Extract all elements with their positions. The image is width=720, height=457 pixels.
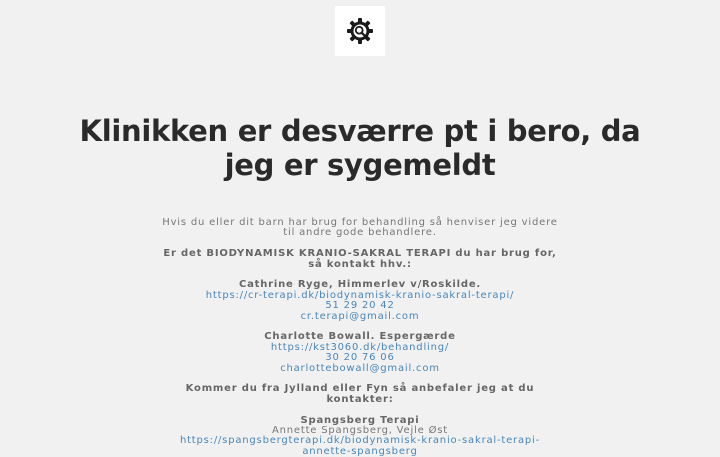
question-text: Er det BIODYNAMISK KRANIO-SAKRAL TERAPI du har brug for, så kontakt hhv.:	[163, 248, 557, 270]
contact-name: Spangsberg Terapi	[300, 414, 420, 426]
contact-phone-link[interactable]: 30 20 76 06	[325, 352, 395, 364]
contact-website-link[interactable]: https://kst3060.dk/behandling/	[270, 341, 450, 353]
intro-text: Hvis du eller dit barn har brug for behandling så henviser jeg videre til andre gode behandlere.	[162, 217, 558, 239]
contact-person: Annette Spangsberg, Vejle Øst	[271, 425, 448, 437]
contact-website-link[interactable]: https://spangsbergterapi.dk/biodynamisk-kranio-sakral-terapi-annette-spangsberg	[179, 435, 541, 457]
site-logo	[335, 6, 385, 56]
gear-search-icon	[346, 17, 374, 45]
contact-block	[160, 280, 560, 322]
jylland-note: Kommer du fra Jylland eller Fyn så anbefaler jeg at du kontakter:	[185, 383, 535, 405]
contact-block	[160, 416, 560, 457]
contact-email-link[interactable]: charlottebowall@gmail.com	[280, 362, 440, 374]
content-body	[160, 218, 560, 457]
page-title: Klinikken er desværre pt i bero, da jeg er sygemeldt	[79, 114, 641, 182]
contact-email-link[interactable]: cr.terapi@gmail.com	[300, 310, 420, 322]
contact-name: Cathrine Ryge, Himmerlev v/Roskilde.	[238, 279, 482, 291]
contact-phone-link[interactable]: 51 29 20 42	[325, 300, 395, 312]
contact-name: Charlotte Bowall. Espergærde	[264, 331, 456, 343]
contact-website-link[interactable]: https://cr-terapi.dk/biodynamisk-kranio-sakral-terapi/	[205, 289, 515, 301]
contact-block	[160, 332, 560, 374]
